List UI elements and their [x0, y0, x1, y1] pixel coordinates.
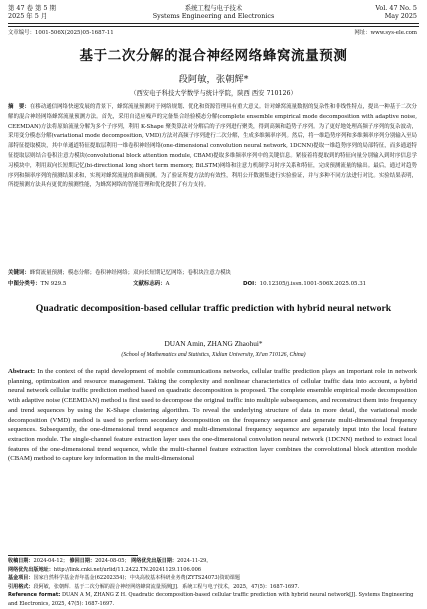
doi-value[interactable]: 10.12305/j.issn.1001-506X.2025.05.31	[259, 281, 367, 287]
fund-text: 国家自然科学基金青年基金(62202354)；中央高校基本科研业务费(ZYTS24073)资助课题	[33, 575, 240, 581]
online-label: 网络优先出版日期：	[131, 558, 178, 564]
online-date: 2024-11-29。	[177, 558, 212, 564]
abstract-zh	[8, 103, 417, 191]
abstract-zh-text: 在移动通信网络快速发展的背景下，蜂窝流量预测对于网络规划、优化和资源管理具有重大意义。针对蜂窝流量数据的复杂性和非线性特点，提出一种基于二次分解的混合神经网络蜂窝流量预测方法。首先，采用自适应噪声的完备集合经验模态分解(complete ensemble empirical mode decomposition with adaptive noise, CEEMDAN)方法将原始流量分解为多个子序列，利用 K-Shape 聚类算法对分解后的子序列进行聚类，得到高频和趋势子序列。为了更好地处理高频子序列的复杂波动，采用变分模态分解(variational mode decomposition, VMD)方法对高频子序列进行二次分解，生成多维频率序列。然后，将一维趋势序列和多维频率序列分别输入至局部特征提取模块，其中单通道特征提取层利用一维卷积神经网络(one-dimensional convolution neural network, 1DCNN)提取一维趋势序列的局部特征，而多通道特征提取层则结合卷积注意力模块(convolutional block attention module, CBAM)提取多维频率序列中的关键信息。紧接着将提取到的特征向量分别输入到时序信息学习模块中，利用双向长短期记忆(bi-directional long short term memory, BiLSTM)网络和注意力机制学习时序关系和特征，完成预测流量的输出。最后，通过对趋势序列和频率序列的预测结果求和，实现对蜂窝流量的准确预测。为了验证所提方法的有效性，利用公开数据集进行实验验证，并与多种不同方法进行对比。实验结果表明，所提预测方法具有更优的预测性能，为蜂窝网络的智能管理和优化提供了有力支持。	[8, 104, 417, 189]
header-center	[0, 4, 427, 20]
revised-label: 修回日期：	[69, 558, 96, 564]
abstract-en-label: Abstract:	[8, 368, 36, 375]
doi-label: DOI：	[243, 281, 260, 287]
received-date: 2024-04-12；	[33, 558, 68, 564]
date-en: May 2025	[384, 12, 417, 20]
header-rule-thin	[8, 26, 419, 27]
abstract-zh-label: 摘 要：	[8, 104, 30, 110]
doc-code-value: A	[165, 281, 170, 287]
doc-code-label: 文献标志码：	[133, 281, 166, 287]
volume-zh: 第 47 卷 第 5 期	[8, 4, 56, 12]
volume-en: Vol. 47 No. 5	[375, 4, 417, 12]
date-zh: 2025 年 5 月	[8, 12, 48, 20]
clc-value: TN 929.5	[40, 281, 67, 287]
title-en: Quadratic decomposition-based cellular traffic prediction with hybrid neural network	[35, 303, 392, 314]
online-url[interactable]: http://link.cnki.net/urlid/11.2422.TN.20241129.1106.006	[53, 566, 202, 573]
footnote-rule	[8, 555, 138, 556]
article-number: 文章编号：1001-506X(2025)05-1687-11	[8, 30, 114, 36]
journal-en: Systems Engineering and Electronics	[152, 12, 275, 20]
cite-zh-label: 引用格式：	[8, 583, 34, 590]
fund-label: 基金项目：	[8, 575, 34, 581]
fund-line	[8, 574, 417, 583]
revised-date: 2024-08-05；	[95, 558, 130, 564]
header-rule-thick	[8, 23, 419, 24]
keywords-zh-label: 关键词：	[8, 270, 30, 276]
cite-en-text: DUAN A M, ZHANG Z H. Quadratic decomposition-based cellular traffic prediction with hybrid neural network[J]. Systems Engineering and Electronics, 2025, 47(5): 1687-1697.	[8, 592, 414, 607]
page-header	[0, 0, 427, 30]
authors-zh: 段阿敏，张朝辉*	[178, 74, 249, 85]
online-url-label: 网络优先出版地址：	[8, 566, 54, 573]
journal-zh: 系统工程与电子技术	[184, 4, 243, 12]
affiliation-zh: （西安电子科技大学数学与统计学院，陕西 西安 710126）	[130, 90, 297, 97]
dates-line	[8, 557, 417, 566]
header-right	[375, 4, 417, 20]
cite-zh-text: 段阿敏，张朝辉．基于二次分解的混合神经网络蜂窝流量预测[J]．系统工程与电子技术，2025，47(5)：1687-1697.	[33, 583, 300, 590]
title-zh: 基于二次分解的混合神经网络蜂窝流量预测	[79, 48, 348, 64]
cite-zh-line	[8, 583, 417, 592]
clc-label: 中图分类号：	[8, 281, 41, 287]
received-label: 收稿日期：	[8, 558, 34, 564]
authors-en: DUAN Amin, ZHANG Zhaohui*	[164, 339, 263, 348]
abstract-en	[8, 367, 417, 464]
cite-en-line	[8, 591, 417, 608]
abstract-en-text: In the context of the rapid development of mobile communications networks, cellular traffic prediction plays an important role in network planning, optimization and resource management. Taking the complexity and nonlinear characteristics of cellular traffic data into account, a hybrid neural network cellular traffic prediction method based on quadratic decomposition is proposed. The complete ensemble empirical mode decomposition with adaptive noise (CEEMDAN) method is first used to decompose the original traffic into multiple subsequences, and reconstruct them into frequency and trend sequences by using the K-Shape clustering algorithm. To reveal the underlying structure of data in more detail, the variational mode decomposition (VMD) method is used to perform secondary decomposition on the frequency sequence and generate multi-dimensional frequency sequences. Subsequently, the one-dimensional trend sequence and multi-dimensional frequency sequence are separately input into the local feature extraction module. The single-channel feature extraction layer uses the one-dimensional convolution neural network (1DCNN) method to extract local features of the one-dimensional trend sequence, while the multi-channel feature extraction layer combines the convolutional block attention module (CBAM) method to capture key information in the multi-dimensional	[8, 368, 417, 463]
footnotes	[8, 557, 417, 608]
journal-url[interactable]: 网址：www.sys-ele.com	[354, 30, 417, 36]
online-url-line	[8, 566, 417, 575]
affiliation-en: (School of Mathematics and Statistics, Xidian University, Xi'an 710126, China)	[121, 352, 306, 358]
keywords-zh-text: 蜂窝流量预测；模态分解；卷积神经网络；双向长短期记忆网络；卷积块注意力模块	[29, 270, 231, 276]
cite-en-label: Reference format:	[8, 592, 61, 598]
